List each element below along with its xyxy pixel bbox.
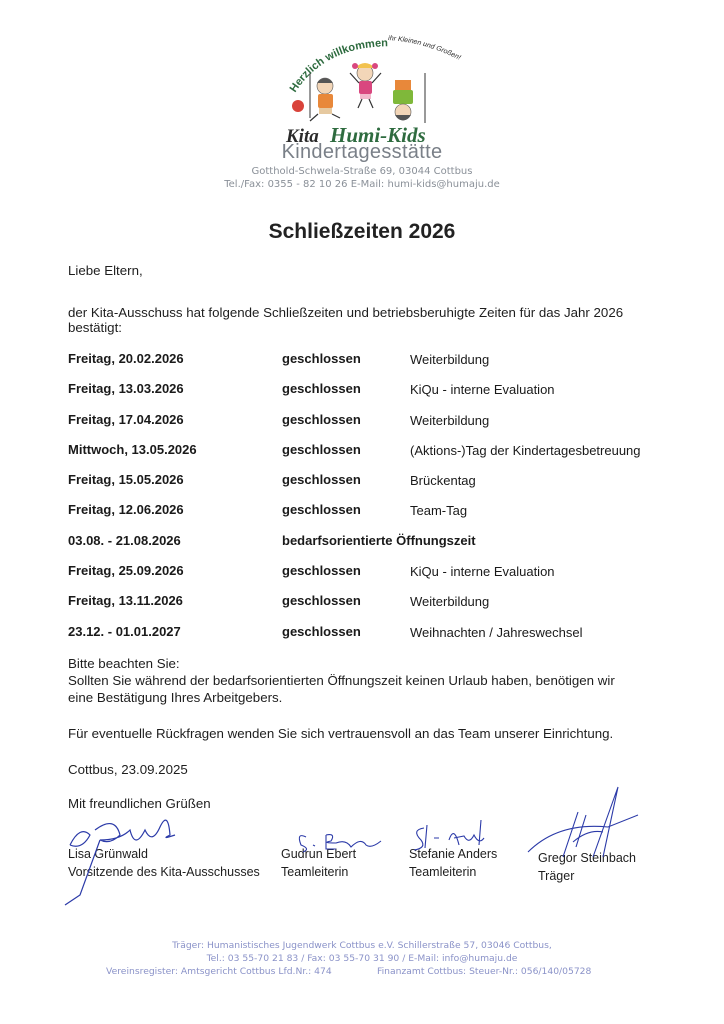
schedule-status: geschlossen	[282, 563, 361, 579]
schedule-status: geschlossen	[282, 351, 361, 366]
schedule-status: geschlossen	[282, 472, 361, 488]
schedule-status: geschlossen	[282, 593, 361, 609]
schedule-reason: (Aktions-)Tag der Kindertagesbetreuung	[410, 442, 641, 458]
handwritten-signature-icon	[518, 787, 658, 877]
schedule-row	[68, 472, 668, 502]
schedule-date: Freitag, 12.06.2026	[68, 502, 184, 518]
schedule-reason: Weihnachten / Jahreswechsel	[410, 624, 583, 640]
notice-line-2: eine Bestätigung Ihres Arbeitgebers.	[68, 690, 283, 705]
contact-note: Für eventuelle Rückfragen wenden Sie sich vertrauensvoll an das Team unserer Einrichtung.	[68, 726, 614, 741]
salutation: Liebe Eltern,	[68, 263, 143, 278]
footer-register: Vereinsregister: Amtsgericht Cottbus Lfd.Nr.: 474	[106, 966, 332, 977]
signature-block-teamlead-2	[409, 845, 497, 881]
signatory-name: Gregor Steinbach	[538, 851, 636, 865]
schedule-row	[68, 563, 668, 593]
signatory-name: Stefanie Anders	[409, 847, 498, 861]
kita-title: Kindertagesstätte	[281, 141, 443, 163]
handwritten-signature-icon	[409, 820, 499, 860]
schedule-status: geschlossen	[282, 441, 361, 457]
document-title: Schließzeiten 2026	[268, 220, 456, 243]
signatory-role: Teamleiterin	[281, 865, 349, 879]
notice-line-1: Sollten Sie während der bedarfsorientierten Öffnungszeit keinen Urlaub haben, benötigen wir	[68, 673, 615, 688]
handwritten-signature-icon	[291, 827, 391, 867]
signature-block-chair	[68, 845, 260, 881]
closing: Mit freundlichen Grüßen	[68, 796, 211, 811]
signatory-name: Lisa Grünwald	[68, 847, 148, 861]
schedule-date: Freitag, 25.09.2026	[68, 563, 184, 579]
schedule-row	[68, 351, 668, 381]
schedule-row	[68, 533, 668, 563]
schedule-reason: Team-Tag	[410, 503, 468, 519]
closure-schedule	[68, 351, 668, 654]
intro-line-1: der Kita-Ausschuss hat folgende Schließzeiten und betriebsberuhigte Zeiten für das Jahr 2026	[68, 305, 624, 320]
svg-text:ihr Kleinen und Großen!	[388, 35, 462, 62]
schedule-date: Freitag, 13.03.2026	[68, 381, 184, 397]
schedule-date: 03.08. - 21.08.2026	[68, 532, 181, 548]
schedule-row	[68, 442, 668, 472]
intro-line-2: bestätigt:	[68, 320, 122, 335]
signatory-role: Träger	[538, 869, 575, 883]
schedule-reason: Brückentag	[410, 473, 476, 489]
logo-brand-kita: Kita	[286, 126, 319, 147]
footer-carrier: Träger: Humanistisches Jugendwerk Cottbus e.V. Schillerstraße 57, 03046 Cottbus,	[172, 940, 552, 951]
schedule-date: Freitag, 15.05.2026	[68, 472, 184, 488]
signatory-role: Teamleiterin	[409, 865, 477, 879]
schedule-row	[68, 624, 668, 654]
schedule-row	[68, 593, 668, 623]
schedule-status: geschlossen	[282, 381, 361, 397]
handwritten-signature-icon	[60, 815, 200, 895]
schedule-row	[68, 412, 668, 442]
schedule-row	[68, 502, 668, 532]
kita-logo	[280, 18, 470, 148]
schedule-status: bedarfsorientierte Öffnungszeit	[282, 532, 476, 548]
footer-tax: Finanzamt Cottbus: Steuer-Nr.: 056/140/05728	[377, 966, 592, 977]
place-date: Cottbus, 23.09.2025	[68, 762, 188, 777]
schedule-date: 23.12. - 01.01.2027	[68, 623, 181, 639]
footer-contact: Tel.: 03 55-70 21 83 / Fax: 03 55-70 31 90 / E-Mail: info@humaju.de	[206, 953, 518, 964]
signatory-role: Vorsitzende des Kita-Ausschusses	[68, 865, 260, 879]
schedule-status: geschlossen	[282, 502, 361, 518]
notice-heading: Bitte beachten Sie:	[68, 656, 180, 671]
kita-address: Gotthold-Schwela-Straße 69, 03044 Cottbus	[251, 166, 473, 177]
signature-block-carrier	[538, 849, 636, 885]
signature-block-teamlead-1	[281, 845, 356, 881]
schedule-status: geschlossen	[282, 411, 361, 427]
schedule-date: Freitag, 13.11.2026	[68, 593, 183, 609]
children-playing-icon	[280, 18, 470, 148]
schedule-reason: Weiterbildung	[410, 594, 490, 610]
schedule-status: geschlossen	[282, 623, 361, 639]
kita-contact: Tel./Fax: 0355 - 82 10 26 E-Mail: humi-kids@humaju.de	[224, 179, 500, 190]
schedule-reason: Weiterbildung	[410, 412, 490, 428]
schedule-date: Mittwoch, 13.05.2026	[68, 441, 197, 457]
schedule-reason: Weiterbildung	[410, 352, 490, 367]
schedule-date: Freitag, 20.02.2026	[68, 351, 184, 366]
logo-greeting-sub: ihr Kleinen und Großen!	[387, 35, 462, 62]
logo-brand-humikids: Humi-Kids	[330, 123, 426, 147]
signatory-name: Gudrun Ebert	[281, 847, 357, 861]
schedule-reason: KiQu - interne Evaluation	[410, 564, 555, 580]
schedule-row	[68, 381, 668, 411]
schedule-reason: KiQu - interne Evaluation	[410, 382, 555, 398]
logo-greeting: Herzlich willkommen	[287, 37, 389, 95]
schedule-date: Freitag, 17.04.2026	[68, 411, 184, 427]
